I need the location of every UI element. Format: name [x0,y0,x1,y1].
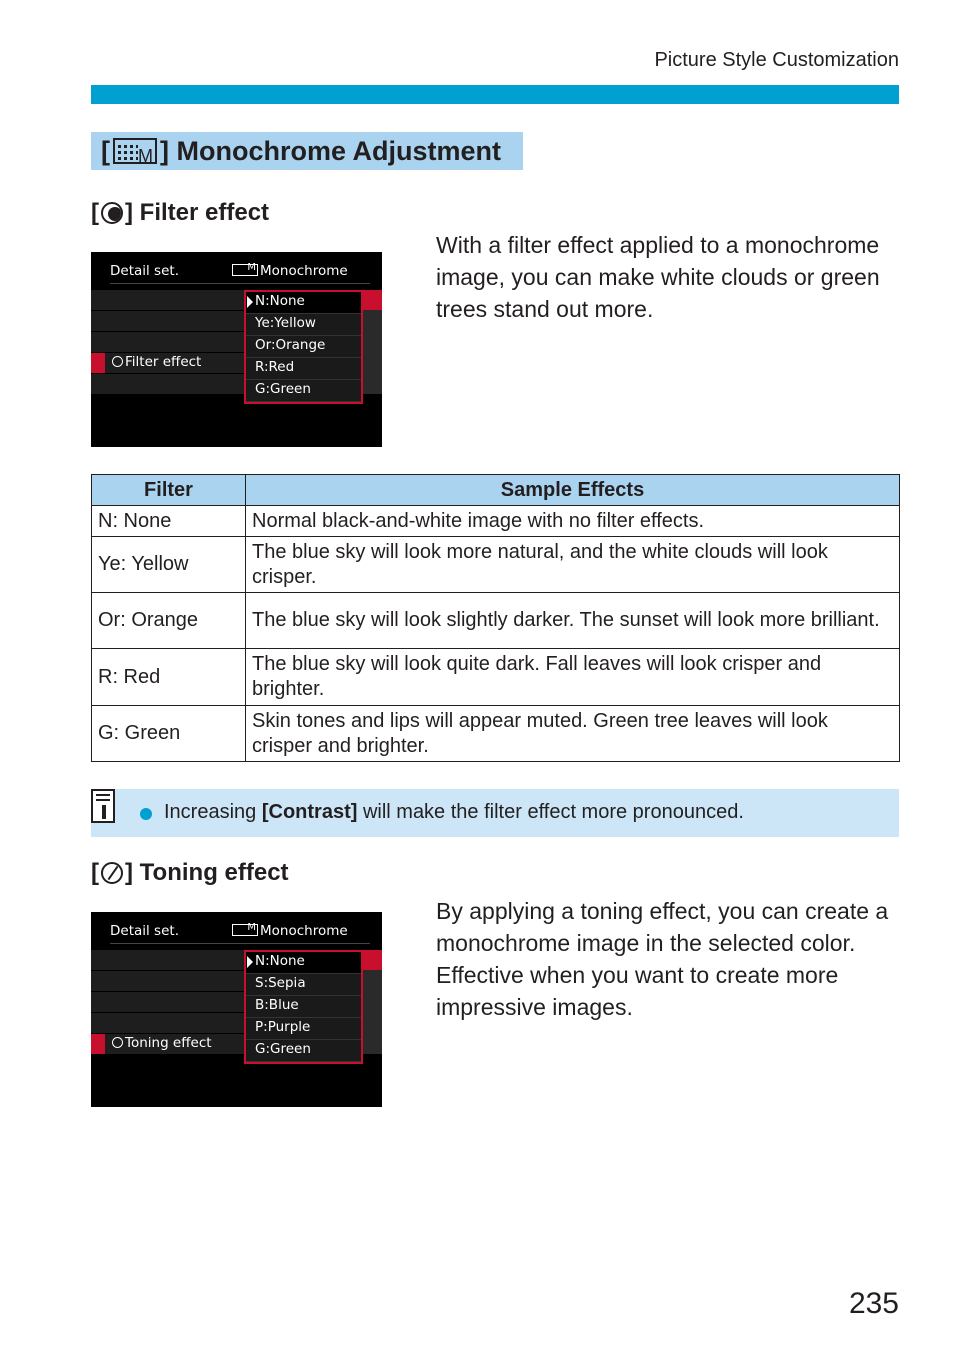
filter-cell: Or: Orange [92,593,246,649]
screen-header-right-label: Monochrome [260,263,348,279]
page-number: 235 [848,1287,899,1320]
option-green[interactable]: G:Green [246,380,361,402]
filter-effect-heading [91,199,269,227]
note-bold-term: [Contrast] [261,801,358,823]
effect-cell: The blue sky will look more natural, and the white clouds will look crisper. [246,537,900,593]
table-row [92,649,900,706]
scrollbar-thumb[interactable] [363,950,382,970]
option-orange[interactable]: Or:Orange [246,336,361,358]
toning-options-list [244,950,363,1064]
note-text [164,801,744,824]
filter-effects-table [91,474,900,762]
menu-item-label: Filter effect [125,354,202,370]
selection-marker [91,353,105,373]
toning-camera-screen [91,912,382,1107]
menu-item-label: Toning effect [125,1035,212,1051]
option-yellow[interactable]: Ye:Yellow [246,314,361,336]
option-green[interactable]: G:Green [246,1040,361,1062]
column-header-filter: Filter [92,475,246,506]
scrollbar-thumb[interactable] [363,290,382,310]
screen-header [110,263,370,284]
section-title [91,132,523,170]
scrollbar[interactable] [363,950,382,1054]
toning-effect-heading [91,859,289,887]
effect-cell: The blue sky will look slightly darker. The sunset will look more brilliant. [246,593,900,649]
note-suffix: will make the filter effect more pronounced. [357,801,744,823]
note-prefix: Increasing [164,801,262,823]
table-header-row [92,475,900,506]
filter-cell: N: None [92,506,246,537]
option-none[interactable]: N:None [246,292,361,314]
running-header: Picture Style Customization [654,49,899,71]
selected-arrow-icon [247,956,253,968]
filter-effect-title: Filter effect [139,199,270,226]
toning-effect-title: Toning effect [139,859,289,886]
column-header-sample-effects: Sample Effects [246,475,900,506]
screen-header [110,923,370,944]
screen-header-right-label: Monochrome [260,923,348,939]
memo-note [91,789,899,837]
screen-header-left: Detail set. [110,263,179,279]
monochrome-icon [232,924,258,936]
filter-bracket-open: [ [91,199,99,226]
screen-header-right [232,263,348,279]
table-row [92,593,900,649]
option-red[interactable]: R:Red [246,358,361,380]
filter-effect-icon [112,356,123,367]
filter-cell: Ye: Yellow [92,537,246,593]
toning-effect-icon [101,862,123,884]
filter-description: With a filter effect applied to a monochrome image, you can make white clouds or green trees stand out more. [436,232,880,322]
toning-effect-icon [112,1037,123,1048]
option-blue[interactable]: B:Blue [246,996,361,1018]
memo-icon [91,789,115,823]
table-row [92,706,900,762]
screen-header-right [232,923,348,939]
header-rule [91,85,899,104]
effect-cell: Skin tones and lips will appear muted. Green tree leaves will look crisper and brighter. [246,706,900,762]
option-none[interactable]: N:None [246,952,361,974]
monochrome-icon [232,264,258,276]
filter-cell: R: Red [92,649,246,706]
toning-bracket-open: [ [91,859,99,886]
section-title-text: Monochrome Adjustment [176,136,502,166]
filter-camera-screen [91,252,382,447]
selected-arrow-icon [247,296,253,308]
effect-cell: Normal black-and-white image with no filter effects. [246,506,900,537]
screen-header-left: Detail set. [110,923,179,939]
scrollbar[interactable] [363,290,382,394]
monochrome-icon: M [113,138,157,164]
filter-cell: G: Green [92,706,246,762]
selection-marker [91,1034,105,1054]
bullet-icon [140,808,152,820]
effect-cell: The blue sky will look quite dark. Fall leaves will look crisper and brighter. [246,649,900,706]
option-purple[interactable]: P:Purple [246,1018,361,1040]
section-bracket-open: [ [101,136,110,166]
table-row [92,506,900,537]
section-bracket-close: ] [160,136,169,166]
table-row [92,537,900,593]
toning-bracket-close: ] [125,859,133,886]
filter-effect-icon [101,202,123,224]
toning-description: By applying a toning effect, you can create a monochrome image in the selected color. Effective when you want to create more impressive images. [436,898,889,1020]
menu-item-toning-effect[interactable] [91,1034,245,1054]
filter-bracket-close: ] [125,199,133,226]
menu-item-filter-effect[interactable] [91,353,245,373]
option-sepia[interactable]: S:Sepia [246,974,361,996]
filter-options-list [244,290,363,404]
